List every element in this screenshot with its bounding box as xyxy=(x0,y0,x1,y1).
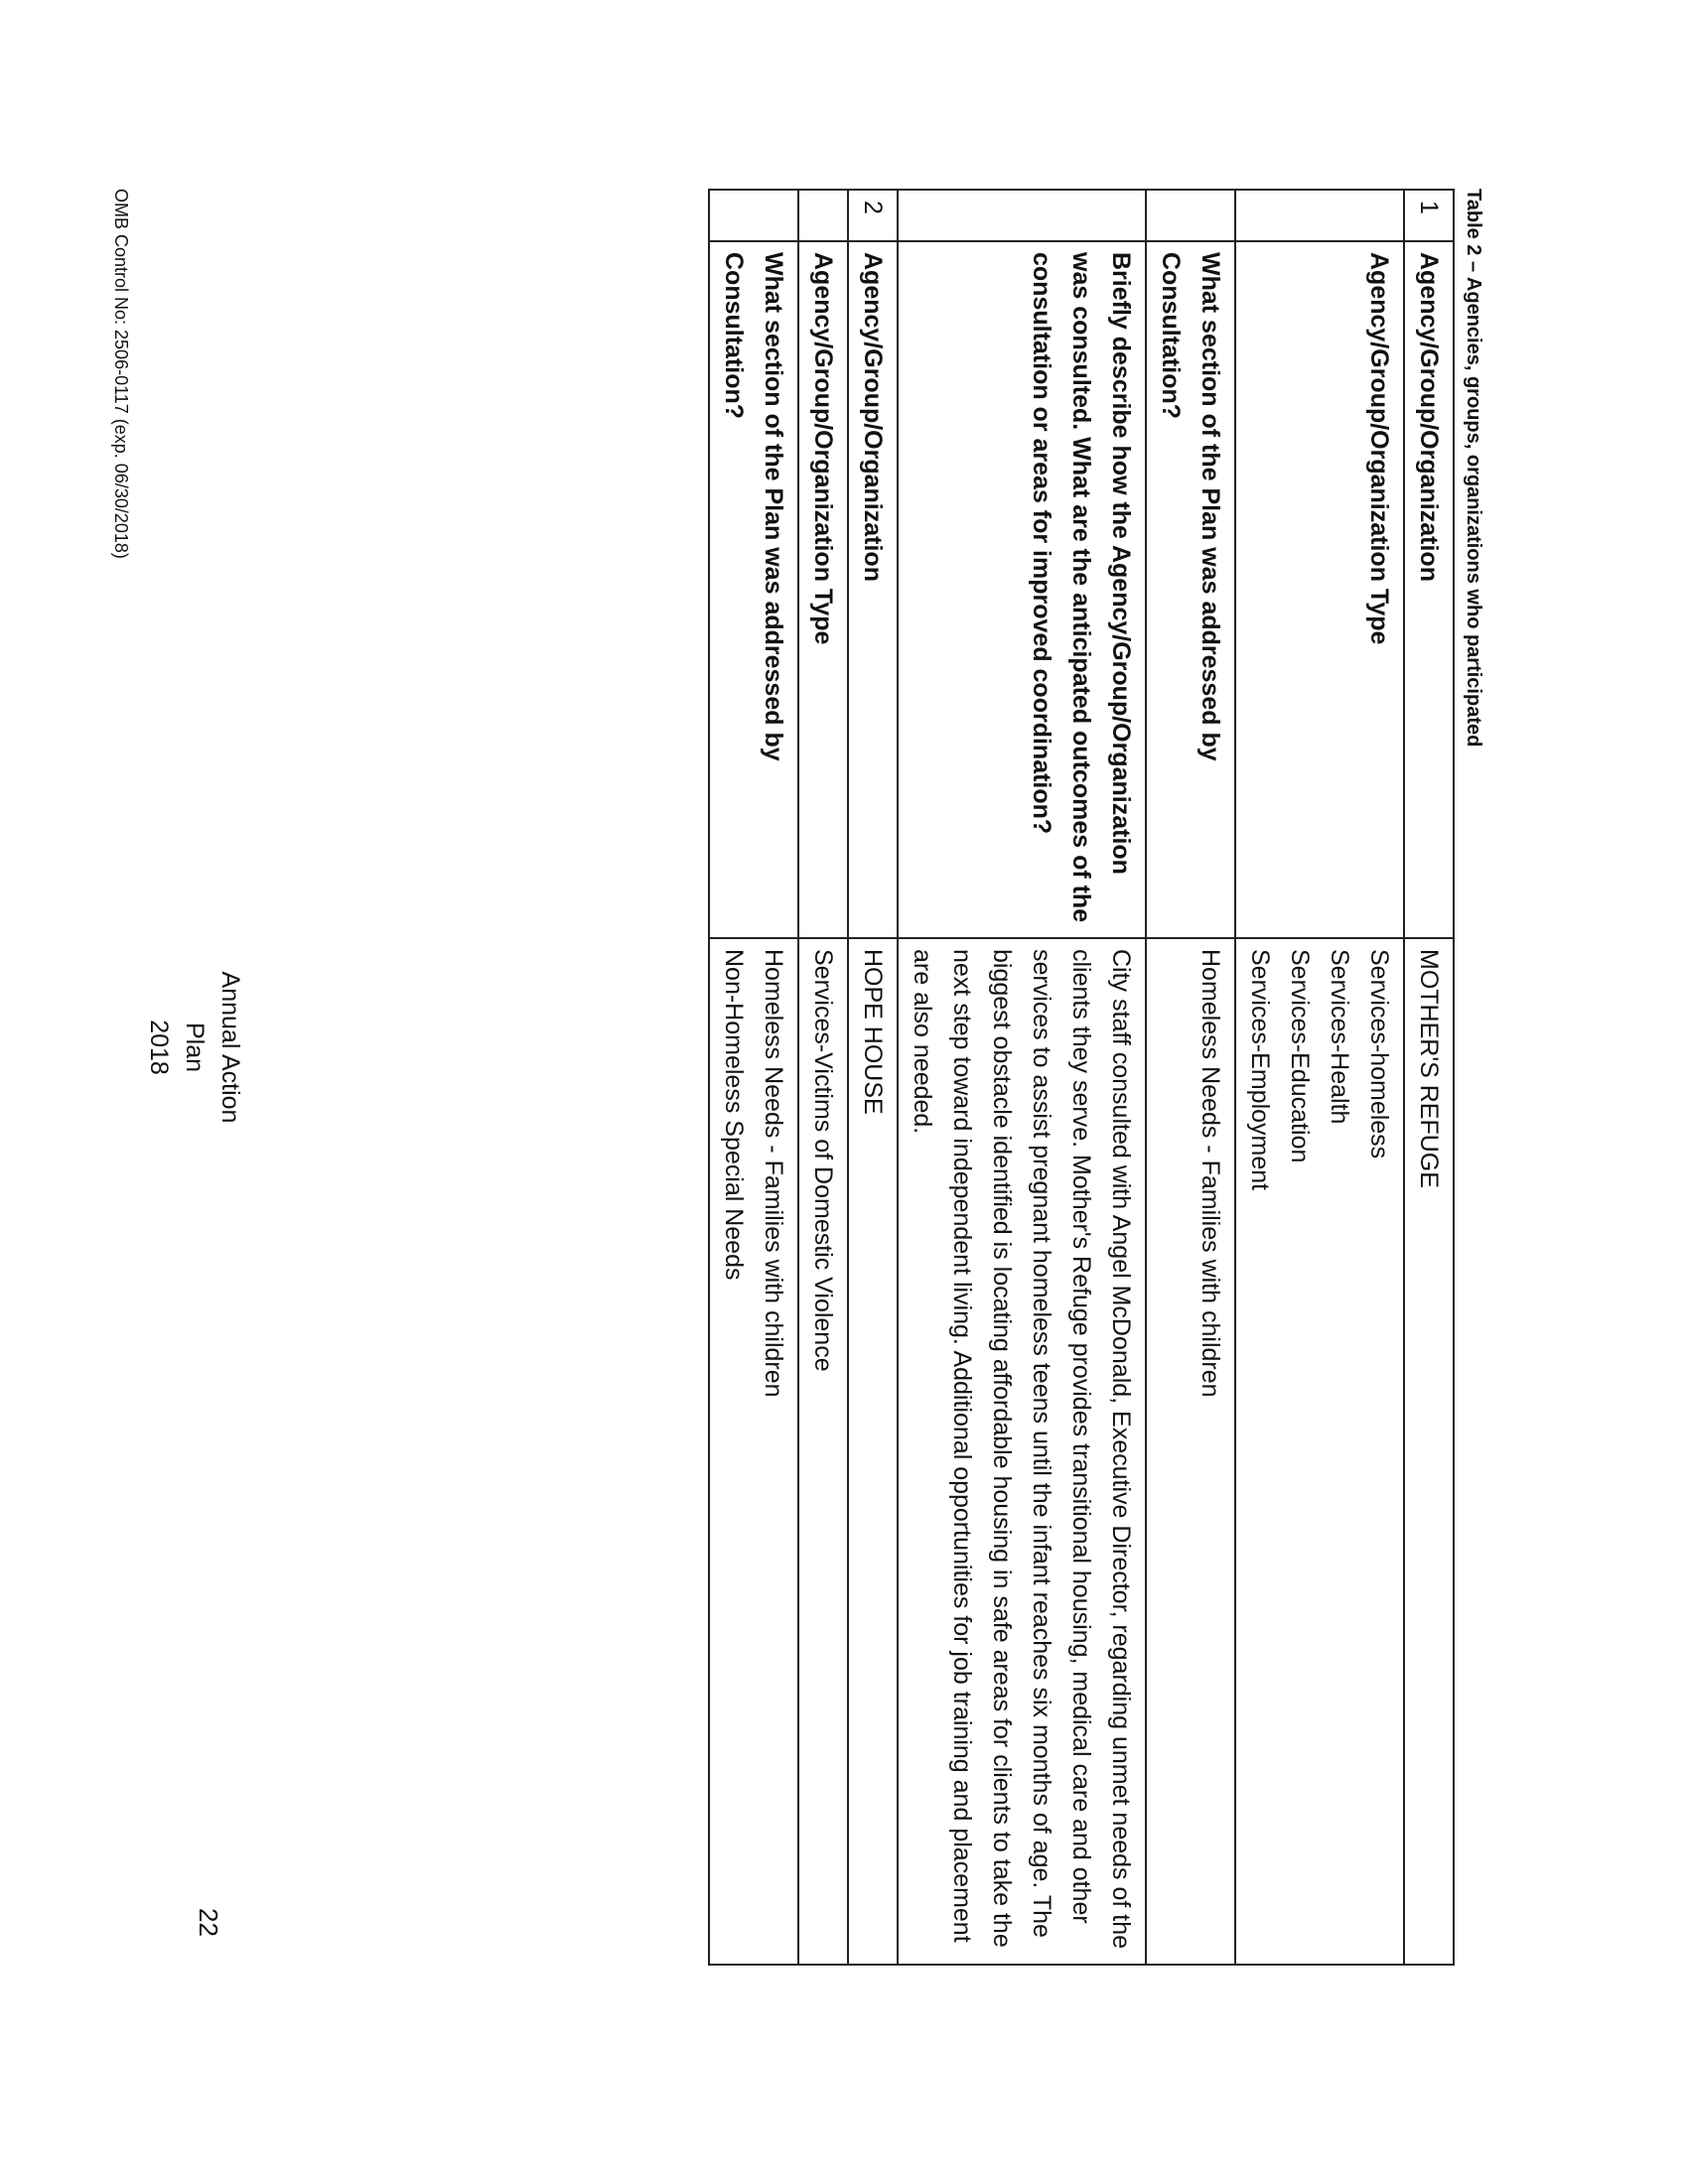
section-value: Non-Homeless Special Needs xyxy=(720,949,748,1281)
agency-value: MOTHER'S REFUGE xyxy=(1404,938,1454,1965)
table-row xyxy=(709,190,798,1965)
table-caption: Table 2 – Agencies, groups, organizations who participated xyxy=(1463,189,1484,748)
table-row xyxy=(798,190,848,1965)
describe-label: Briefly describe how the Agency/Group/Organization was consulted. What are the anticipated outcomes of the consultation or areas for improved coordination? xyxy=(898,241,1146,938)
type-value: Services-Employment xyxy=(1246,949,1274,1191)
page-number: 22 xyxy=(194,1908,223,1937)
section-values xyxy=(709,938,798,1965)
footer-title: Annual Action Plan 2018 xyxy=(145,971,244,1124)
agency-label: Agency/Group/Organization xyxy=(1404,241,1454,938)
agency-label: Agency/Group/Organization xyxy=(848,241,898,938)
type-value: Services-Victims of Domestic Violence xyxy=(798,938,848,1965)
row-number: 1 xyxy=(1404,190,1454,241)
table-row xyxy=(898,190,1146,1965)
describe-value: City staff consulted with Angel McDonald, Executive Director, regarding unmet needs of the clients they serve. Mother's Refuge provides transitional housing, medical care and other services to assist pregnant homeless teens until the infant reaches six months of age. The biggest obstacle identified is locating affordable housing in safe areas for clients to take the next step toward independent living. Additional opportunities for job training and placement are also needed. xyxy=(898,938,1146,1965)
row-number: 2 xyxy=(848,190,898,241)
agency-value: HOPE HOUSE xyxy=(848,938,898,1965)
omb-control-number: OMB Control No: 2506-0117 (exp. 06/30/2018) xyxy=(111,189,131,559)
type-label: Agency/Group/Organization Type xyxy=(798,241,848,938)
table-row xyxy=(1146,190,1235,1965)
section-label: What section of the Plan was addressed by Consultation? xyxy=(1146,241,1235,938)
agencies-table xyxy=(708,189,1455,1966)
type-value: Services-Education xyxy=(1286,949,1314,1163)
table-row xyxy=(1404,190,1454,1965)
type-value: Services-homeless xyxy=(1365,949,1393,1160)
section-value: Homeless Needs - Families with children xyxy=(1146,938,1235,1965)
type-label: Agency/Group/Organization Type xyxy=(1235,241,1404,938)
section-label: What section of the Plan was addressed by Consultation? xyxy=(709,241,798,938)
type-values xyxy=(1235,938,1404,1965)
table-row xyxy=(1235,190,1404,1965)
table-row xyxy=(848,190,898,1965)
section-value: Homeless Needs - Families with children xyxy=(760,949,787,1398)
type-value: Services-Health xyxy=(1326,949,1353,1125)
